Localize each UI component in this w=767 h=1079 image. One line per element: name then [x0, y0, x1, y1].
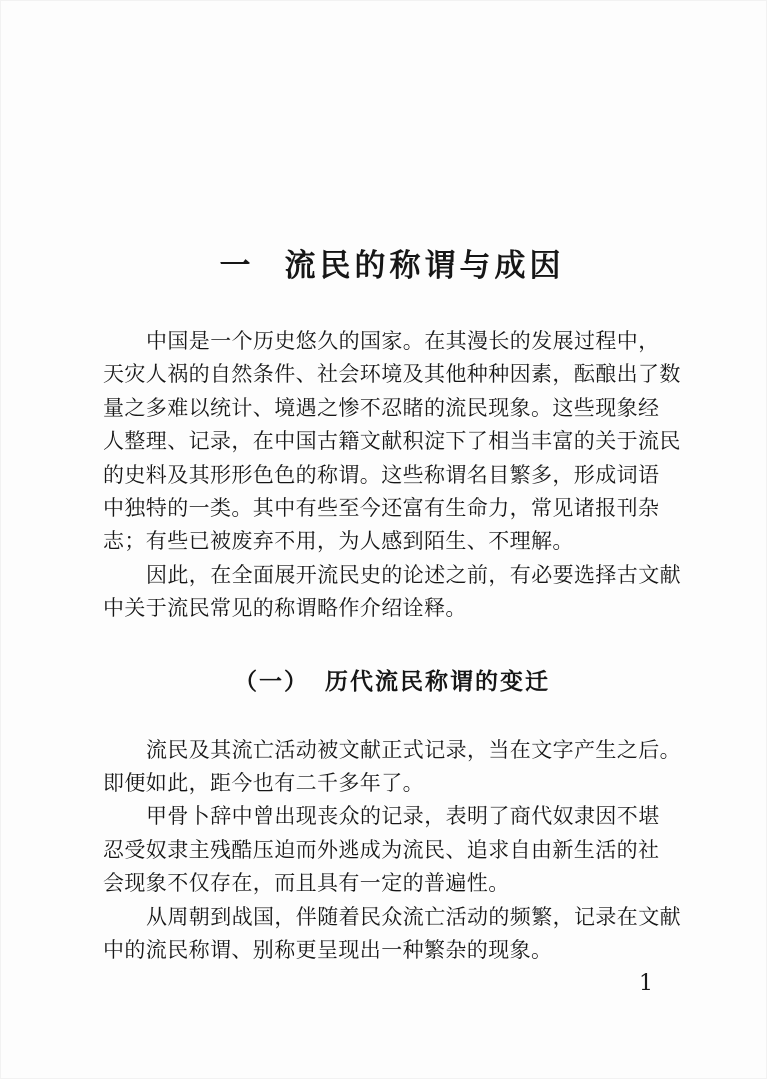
text-line: 的史料及其形形色色的称谓。这些称谓名目繁多，形成词语 — [103, 462, 660, 487]
text-line: 流民及其流亡活动被文献正式记录，当在文字产生之后。 — [146, 737, 681, 762]
section-title-text: 历代流民称谓的变迁 — [325, 668, 550, 695]
section-number: （一） — [234, 668, 309, 695]
text-line: 志；有些已被废弃不用，为人感到陌生、不理解。 — [103, 529, 574, 554]
chapter-number: 一 — [219, 248, 255, 284]
text-line: 中关于流民常见的称谓略作介绍诠释。 — [103, 596, 467, 621]
chapter-title — [103, 245, 681, 287]
body-section-2 — [103, 734, 683, 968]
text-line: 量之多难以统计、境遇之惨不忍睹的流民现象。这些现象经 — [103, 395, 660, 420]
text-line: 天灾人祸的自然条件、社会环境及其他种种因素，酝酿出了数 — [103, 362, 681, 387]
page-number: 1 — [639, 971, 653, 996]
text-line: 甲骨卜辞中曾出现丧众的记录，表明了商代奴隶因不堪 — [146, 804, 660, 829]
text-line: 从周朝到战国，伴随着民众流亡活动的频繁，记录在文献 — [146, 904, 681, 929]
section-heading — [103, 666, 681, 698]
text-line: 忍受奴隶主残酷压迫而外逃成为流民、追求自由新生活的社 — [103, 837, 660, 862]
text-line: 即便如此，距今也有二千多年了。 — [103, 771, 424, 796]
text-line: 因此，在全面展开流民史的论述之前，有必要选择古文献 — [146, 562, 681, 587]
text-line: 中独特的一类。其中有些至今还富有生命力，常见诸报刊杂 — [103, 496, 660, 521]
text-line: 会现象不仅存在，而且具有一定的普遍性。 — [103, 871, 510, 896]
text-line: 中的流民称谓、别称更呈现出一种繁杂的现象。 — [103, 938, 553, 963]
chapter-title-text: 流民的称谓与成因 — [284, 248, 565, 284]
text-line: 中国是一个历史悠久的国家。在其漫长的发展过程中， — [146, 329, 660, 353]
body-section-1 — [103, 325, 683, 626]
text-line: 人整理、记录，在中国古籍文献积淀下了相当丰富的关于流民 — [103, 429, 681, 454]
